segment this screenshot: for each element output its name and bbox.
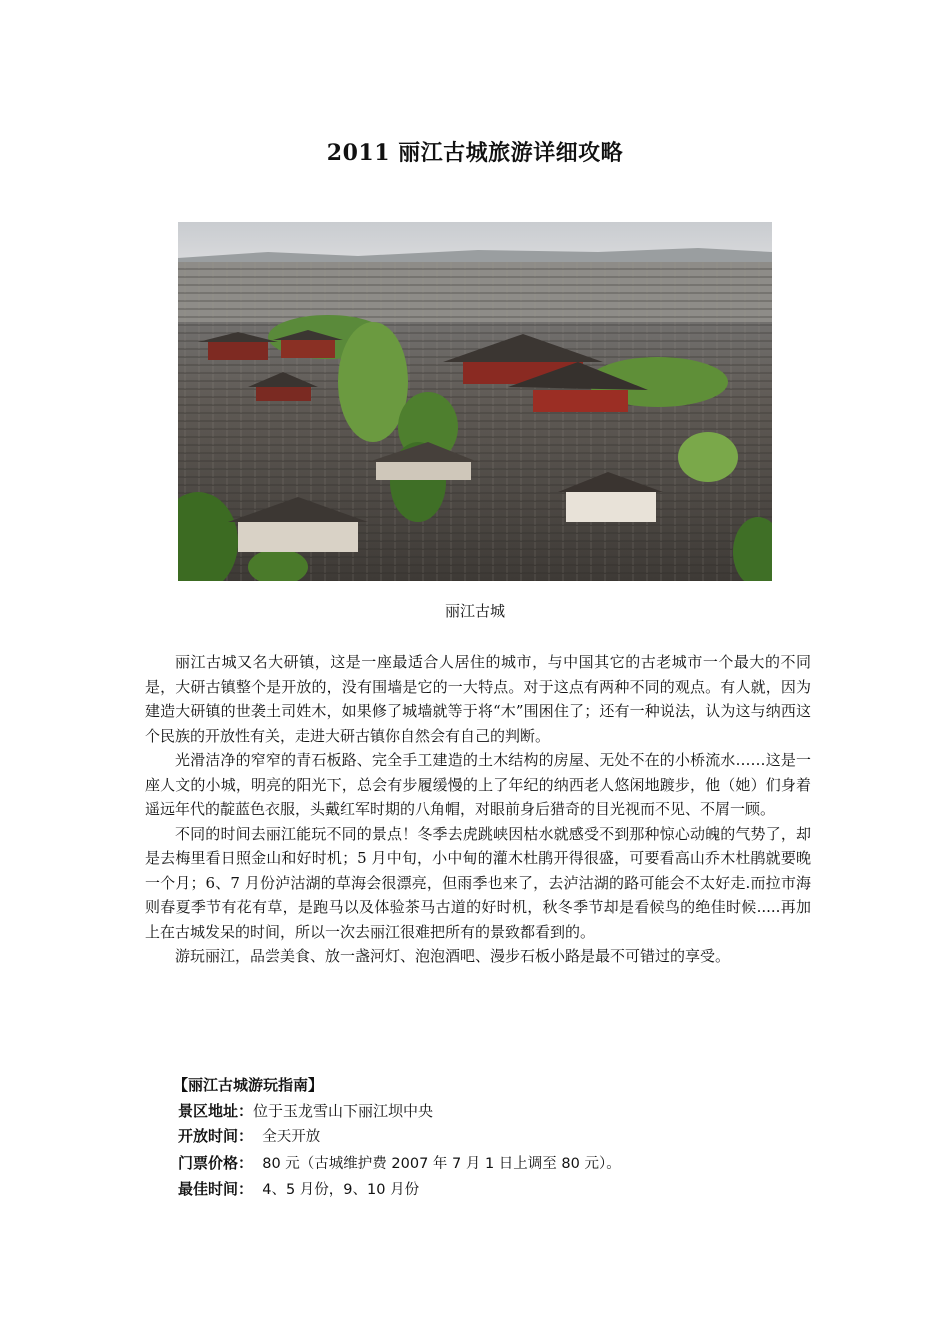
guide-label: 门票价格： (178, 1153, 254, 1172)
paragraph: 丽江古城又名大研镇，这是一座最适合人居住的城市，与中国其它的古老城市一个最大的不同是，大研古镇整个是开放的，没有围墙是它的一大特点。对于这点有两种不同的观点。有人就，因为建造大研镇的世袭土司姓木，如果修了城墙就等于将“木”围困住了；还有一种说法，认为这与纳西这个民族的开放性有关，走进大研古镇你自然会有自己的判断。 (145, 653, 811, 745)
lijiang-old-town-photo (178, 222, 772, 581)
photo-caption: 丽江古城 (444, 602, 505, 620)
guide-label: 景区地址： (178, 1101, 254, 1120)
guide-value: 80 元（古城维护费 2007 年 7 月 1 日上调至 80 元）。 (253, 1155, 621, 1172)
guide-row-hours (178, 1124, 818, 1151)
article-body (145, 650, 811, 969)
paragraph: 不同的时间去丽江能玩不同的景点！冬季去虎跳峡因枯水就感受不到那种惊心动魄的气势了，却是去梅里看日照金山和好时机；5 月中旬，小中甸的灌木杜鹃开得很盛，可要看高山乔木杜鹃就要晚一个月；6、7 月份泸沽湖的草海会很漂亮，但雨季也来了，去泸沽湖的路可能会不太好走.而拉市海则春夏季节有花有草，是跑马以及体验茶马古道的好时机，秋冬季节却是看候鸟的绝佳时候.....再加上在古城发呆的时间，所以一次去丽江很难把所有的景致都看到的。 (145, 824, 811, 941)
document-title: 2011 丽江古城旅游详细攻略 (326, 140, 624, 166)
guide-label: 最佳时间： (178, 1180, 254, 1198)
guide-value: 全天开放 (253, 1129, 321, 1145)
paragraph: 光滑洁净的窄窄的青石板路、完全手工建造的土木结构的房屋、无处不在的小桥流水……这是一座人文的小城，明亮的阳光下，总会有步履缓慢的上了年纪的纳西老人悠闲地踱步，他（她）们身着遥远年代的靛蓝色衣服，头戴红军时期的八角帽，对眼前身后猎奇的目光视而不见、不屑一顾。 (145, 751, 811, 818)
guide-value: 4、5 月份，9、10 月份 (253, 1182, 420, 1198)
guide-value: 位于玉龙雪山下丽江坝中央 (253, 1101, 434, 1120)
paragraph: 游玩丽江，品尝美食、放一盏河灯、泡泡酒吧、漫步石板小路是最不可错过的享受。 (175, 947, 731, 965)
guide-section (173, 1073, 818, 1204)
guide-row-address (178, 1099, 818, 1125)
guide-label: 开放时间： (178, 1127, 254, 1145)
guide-row-price (178, 1151, 818, 1178)
guide-heading: 【丽江古城游玩指南】 (173, 1076, 324, 1094)
guide-row-best-time (178, 1177, 818, 1204)
